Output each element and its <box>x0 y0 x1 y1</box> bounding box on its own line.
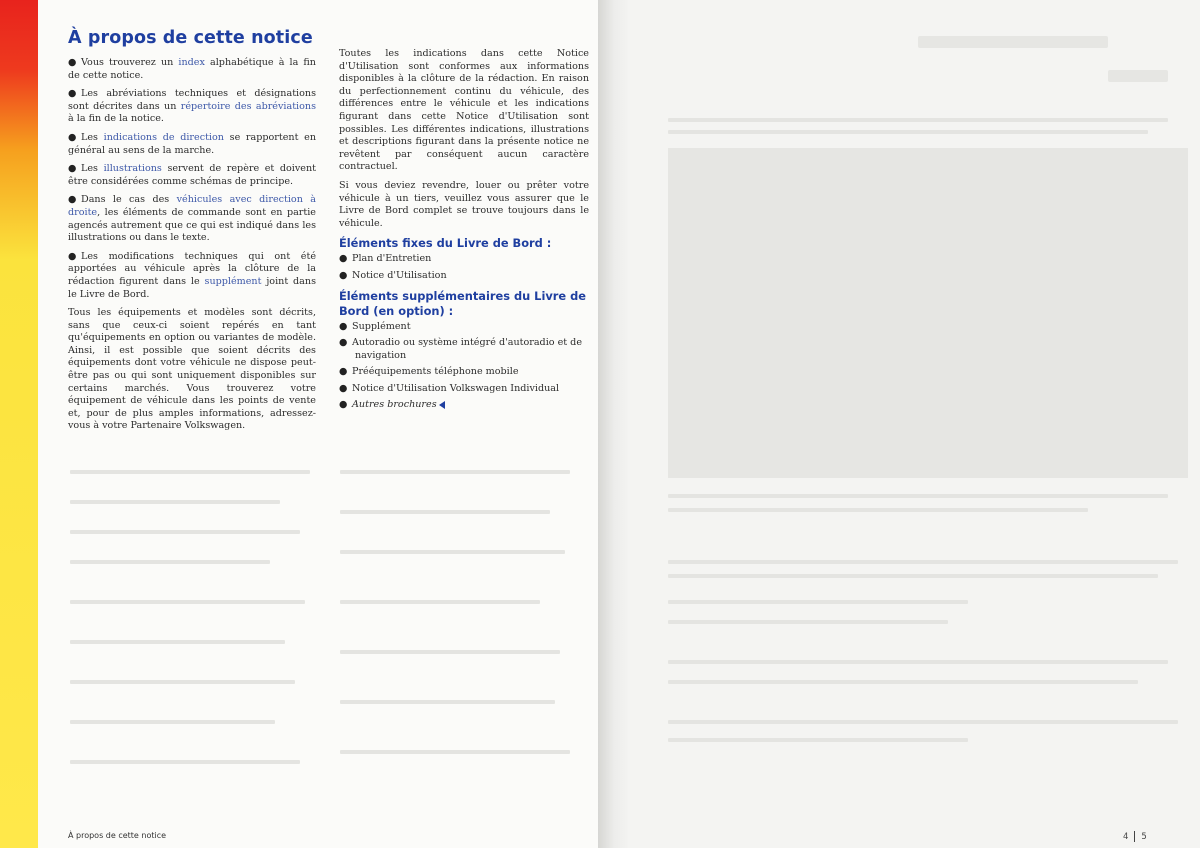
direction-indications-link[interactable]: indications de direction <box>103 131 224 143</box>
end-of-section-triangle-icon <box>439 401 445 409</box>
section-heading-optional-elements: Éléments supplémentaires du Livre de Bord (en option) : <box>339 288 586 318</box>
bleed-through-line <box>668 560 1178 564</box>
fixed-elements-list <box>339 253 589 282</box>
list-item: ● Supplément <box>339 320 411 332</box>
page-number-left: 4 <box>1123 832 1129 842</box>
bleed-through-illustration <box>668 148 1188 478</box>
right-page <box>628 0 1200 848</box>
bullet-icon: ● <box>68 163 77 175</box>
list-item: ● Autres brochures <box>339 399 589 412</box>
bullet-paragraph: ● Dans le cas des véhicules avec direction à droite, les éléments de commande sont en partie agencés autrement que ce qui est indiqué dans les illustrations ou dans le texte. <box>68 194 316 244</box>
bullet-icon: ● <box>339 320 348 332</box>
bullet-icon: ● <box>339 269 348 281</box>
bullet-icon: ● <box>339 382 348 394</box>
bleed-through-line <box>668 494 1168 498</box>
list-item: ● Notice d'Utilisation <box>339 269 447 281</box>
bleed-through-line <box>70 680 295 684</box>
bullet-paragraph: ● Les illustrations servent de repère et doivent être considérées comme schémas de principe. <box>68 163 316 187</box>
bleed-through-line <box>668 680 1138 684</box>
bleed-through-line <box>70 530 300 534</box>
disclaimer-paragraph: Toutes les indications dans cette Notice d'Utilisation sont conformes aux informations disponibles à la clôture de la rédaction. En raison du perfectionnement continu du véhicule, des différences entre le véhicule et les indications figurant dans cette Notice d'Utilisation sont possibles. Les différentes indications, illustrations et descriptions figurant dans la présente notice ne revêtent par conséquent aucun caractère contractuel. <box>339 48 589 173</box>
bleed-through-line <box>340 750 570 754</box>
bleed-through-line <box>70 470 310 474</box>
bullet-paragraph: ● Les indications de direction se rapportent en général au sens de la marche. <box>68 131 316 156</box>
section-heading-fixed-elements: Éléments fixes du Livre de Bord : <box>339 236 552 251</box>
bleed-through-line <box>70 760 300 764</box>
bullet-icon: ● <box>339 253 348 265</box>
bleed-through-line <box>668 660 1168 664</box>
bleed-through-line <box>668 738 968 742</box>
bleed-through-line <box>668 620 948 624</box>
bleed-through-line <box>70 500 280 504</box>
list-item: ● Plan d'Entretien <box>339 253 432 265</box>
bullet-paragraph: ● Les abréviations techniques et désignations sont décrites dans un répertoire des abréviations à la fin de la notice. <box>68 88 316 125</box>
bleed-through-line <box>668 720 1178 724</box>
index-link[interactable]: index <box>178 57 205 68</box>
left-column <box>68 57 316 439</box>
bleed-through-line <box>70 640 285 644</box>
bullet-icon: ● <box>68 131 77 143</box>
resale-paragraph: Si vous deviez revendre, louer ou prêter votre véhicule à un tiers, veuillez vous assurer que le Livre de Bord complet se trouve toujours dans le véhicule. <box>339 179 589 229</box>
bleed-through-line <box>668 130 1148 134</box>
running-footer: À propos de cette notice <box>68 831 167 840</box>
right-hand-drive-link[interactable]: véhicules avec direction à droite <box>68 194 316 218</box>
page-title: À propos de cette notice <box>68 28 313 48</box>
bleed-through-line <box>70 720 275 724</box>
page-number-separator <box>1134 831 1135 842</box>
abbreviations-link[interactable]: répertoire des abréviations <box>180 100 316 112</box>
bullet-icon: ● <box>68 250 77 262</box>
bleed-through-line <box>340 600 540 604</box>
bullet-icon: ● <box>339 366 348 378</box>
bullet-icon: ● <box>68 88 77 100</box>
bleed-through-line <box>668 118 1168 122</box>
bullet-icon: ● <box>68 57 77 68</box>
page-numbers <box>1123 831 1147 842</box>
illustrations-link[interactable]: illustrations <box>103 163 162 175</box>
bullet-icon: ● <box>68 194 77 206</box>
bleed-through-line <box>340 550 565 554</box>
optional-elements-list <box>339 321 589 413</box>
bleed-through-title <box>1108 70 1168 82</box>
bleed-through-line <box>668 508 1088 512</box>
supplement-link[interactable]: supplément <box>204 275 262 287</box>
bleed-through-line <box>70 600 305 604</box>
list-item: ● Autoradio ou système intégré d'autoradio et de navigation <box>339 337 582 361</box>
equipment-paragraph: Tous les équipements et modèles sont décrits, sans que ceux-ci soient repérés en tant qu'équipements en option ou variantes de modèle. Ainsi, il est possible que soient décrits des équipements dont votre véhicule ne dispose peut-être pas ou qui sont uniquement disponibles sur certains marchés. Vous trouverez votre équipement de véhicule dans les points de vente et, pour de plus amples informations, adressez-vous à votre Partenaire Volkswagen. <box>68 307 316 432</box>
bullet-paragraph: ● Vous trouverez un index alphabétique à la fin de cette notice. <box>68 57 316 81</box>
color-edge-bar <box>0 0 38 848</box>
right-column <box>339 48 589 418</box>
book-spine-shadow <box>598 0 628 848</box>
bullet-icon: ● <box>339 399 348 411</box>
list-item: ● Prééquipements téléphone mobile <box>339 366 519 378</box>
bleed-through-line <box>668 574 1158 578</box>
bleed-through-line <box>340 650 560 654</box>
bleed-through-line <box>340 470 570 474</box>
bleed-through-line <box>668 600 968 604</box>
bleed-through-line <box>340 510 550 514</box>
bullet-icon: ● <box>339 337 348 349</box>
bleed-through-line <box>70 560 270 564</box>
bleed-through-title <box>918 36 1108 48</box>
page-number-right: 5 <box>1141 832 1147 842</box>
left-page <box>0 0 598 848</box>
bleed-through-line <box>340 700 555 704</box>
bullet-paragraph: ● Les modifications techniques qui ont été apportées au véhicule après la clôture de la rédaction figurent dans le supplément joint dans le Livre de Bord. <box>68 250 316 300</box>
list-item: ● Notice d'Utilisation Volkswagen Individual <box>339 382 560 394</box>
